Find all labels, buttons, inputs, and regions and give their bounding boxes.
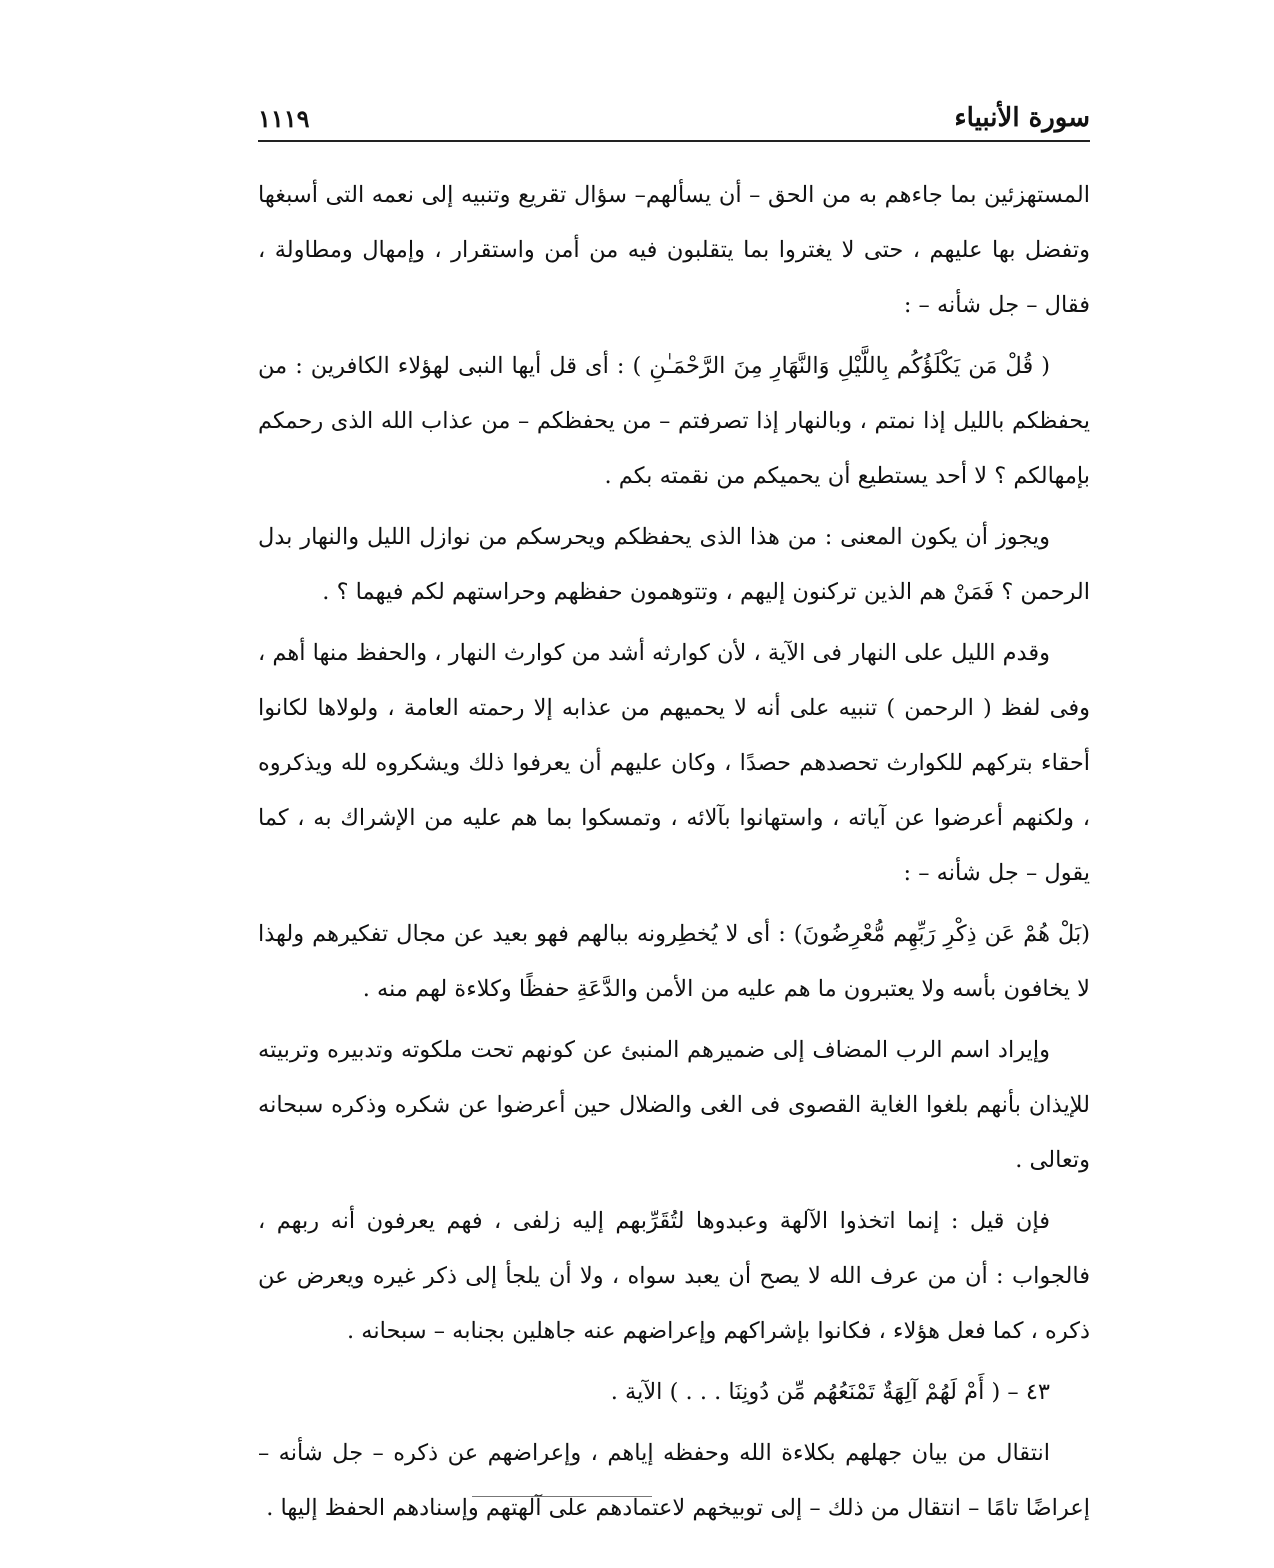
paragraph-6: وإيراد اسم الرب المضاف إلى ضميرهم المنبئ عن كونهم تحت ملكوته وتدبيره وتربيته للإيذان بأنهم بلغوا الغاية القصوى فى الغى والضلال حين أعرضوا عن شكره وذكره سبحانه وتعالى . bbox=[258, 1037, 1090, 1173]
page-header bbox=[258, 98, 1090, 138]
surah-title: سورة الأنبياء bbox=[954, 103, 1090, 133]
verse-heading-43: ٤٣ – ( أَمْ لَهُمْ آلِهَةٌ تَمْنَعُهُم مِّن دُونِنَا . . . ) الآية . bbox=[610, 1379, 1050, 1405]
page-number: ١١١٩ bbox=[258, 103, 310, 133]
paragraph-4: وقدم الليل على النهار فى الآية ، لأن كوارثه أشد من كوارث النهار ، والحفظ منها أهم ، وفى لفظ ( الرحمن ) تنبيه على أنه لا يحميهم من عذابه إلا رحمته العامة ، ولولاها لكانوا أحقاء بتركهم للكوارث تحصدهم حصدًا ، وكان عليهم أن يعرفوا ذلك ويشكروه لله ويذكروه ، ولكنهم أعرضوا عن آياته ، واستهانوا بآلائه ، وتمسكوا بما هم عليه من الإشراك به ، كما يقول – جل شأنه – : bbox=[258, 640, 1090, 886]
paragraph-1: المستهزئين بما جاءهم به من الحق – أن يسألهم– سؤال تقريع وتنبيه إلى نعمه التى أسبغها وتفضل بها عليهم ، حتى لا يغتروا بما يتقلبون فيه من أمن واستقرار ، وإمهال ومطاولة ، فقال – جل شأنه – : bbox=[258, 182, 1090, 318]
header-divider bbox=[258, 140, 1090, 142]
paragraph-8: انتقال من بيان جهلهم بكلاءة الله وحفظه إياهم ، وإعراضهم عن ذكره – جل شأنه – إعراضًا تامًا – انتقال من ذلك – إلى توبيخهم لاعتمادهم على آلهتهم وإسنادهم الحفظ إليها . bbox=[258, 1440, 1090, 1521]
paragraph-2: ( قُلْ مَن يَكْلَؤُكُم بِاللَّيْلِ وَالنَّهَارِ مِنَ الرَّحْمَـٰنِ ) : أى قل أيها النبى لهؤلاء الكافرين : من يحفظكم بالليل إذا نمتم ، وبالنهار إذا تصرفتم – من يحفظكم – من عذاب الله الذى رحمكم بإمهالكم ؟ لا أحد يستطيع أن يحميكم من نقمته بكم . bbox=[258, 353, 1090, 489]
footer-divider bbox=[472, 1496, 652, 1497]
paragraph-7: فإن قيل : إنما اتخذوا الآلهة وعبدوها لتُقَرِّبهم إليه زلفى ، فهم يعرفون أنه ربهم ، فالجواب : أن من عرف الله لا يصح أن يعبد سواه ، ولا أن يلجأ إلى ذكر غيره ويعرض عن ذكره ، كما فعل هؤلاء ، فكانوا بإشراكهم وإعراضهم عنه جاهلين بجنابه – سبحانه . bbox=[258, 1208, 1090, 1344]
page-body bbox=[258, 168, 1090, 1542]
paragraph-3: ويجوز أن يكون المعنى : من هذا الذى يحفظكم ويحرسكم من نوازل الليل والنهار بدل الرحمن ؟ فَمَنْ هم الذين تركنون إليهم ، وتتوهمون حفظهم وحراستهم لكم فيهما ؟ . bbox=[258, 524, 1090, 605]
paragraph-5: (بَلْ هُمْ عَن ذِكْرِ رَبِّهِم مُّعْرِضُونَ) : أى لا يُخطِرونه ببالهم فهو بعيد عن مجال تفكيرهم ولهذا لا يخافون بأسه ولا يعتبرون ما هم عليه من الأمن والدَّعَةِ حفظًا وكلاءة لهم منه . bbox=[258, 921, 1090, 1002]
